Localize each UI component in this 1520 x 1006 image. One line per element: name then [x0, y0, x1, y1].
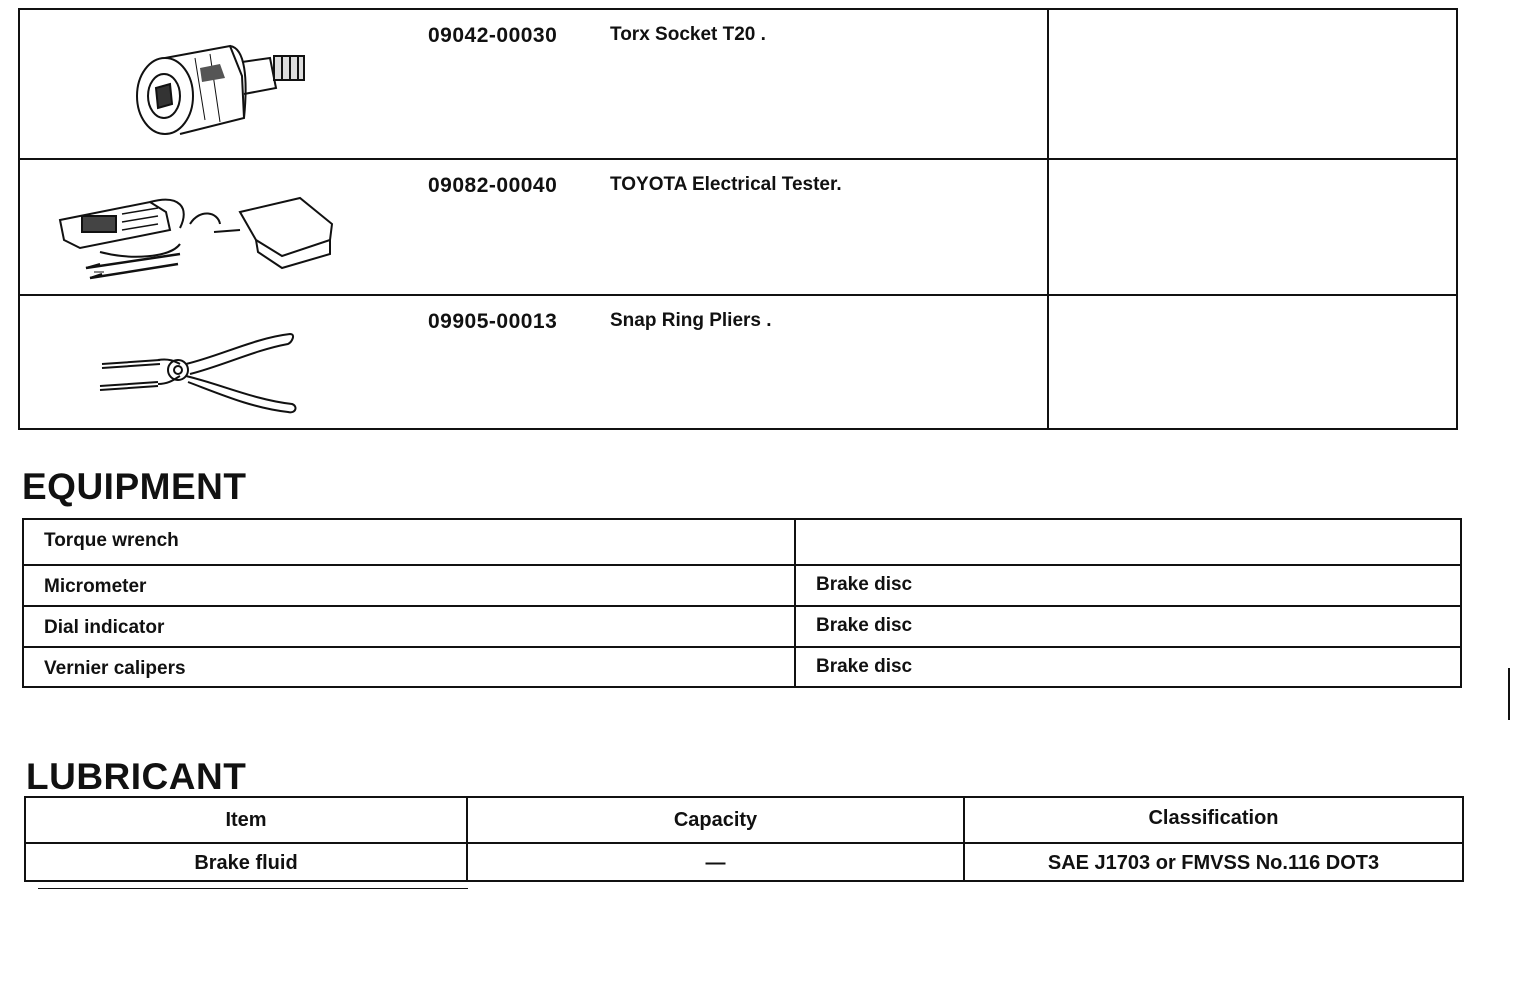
- tool-name: Snap Ring Pliers .: [610, 310, 772, 331]
- tool-note-cell: [1047, 160, 1456, 294]
- tool-part-number: 09042-00030: [428, 24, 558, 47]
- equipment-item: Torque wrench: [44, 530, 179, 551]
- equipment-use: Brake disc: [794, 648, 1460, 686]
- equipment-heading: EQUIPMENT: [22, 466, 247, 507]
- tool-part-number: 09905-00013: [428, 310, 558, 333]
- lubricant-classification-cell: SAE J1703 or FMVSS No.116 DOT3: [963, 842, 1462, 880]
- table-row: [24, 520, 1460, 564]
- torx-socket-icon: [30, 18, 410, 138]
- tool-note-cell: [1047, 296, 1456, 428]
- table-row: [24, 605, 1460, 646]
- equipment-item: Micrometer: [44, 576, 147, 597]
- lubricant-item-cell: Brake fluid: [26, 842, 466, 880]
- snap-ring-pliers-icon: [30, 304, 410, 424]
- tool-row: [20, 10, 1456, 158]
- equipment-use: Brake disc: [794, 566, 1460, 605]
- lubricant-grid: [26, 798, 1462, 880]
- table-row: [24, 564, 1460, 605]
- scan-artifact-line: [1508, 668, 1510, 720]
- equipment-use: [794, 520, 1460, 564]
- column-header-classification: Classification: [963, 798, 1462, 842]
- column-header-item: Item: [225, 809, 267, 831]
- equipment-table: [22, 518, 1462, 688]
- tool-row: [20, 294, 1456, 428]
- equipment-item: Dial indicator: [44, 617, 165, 638]
- tool-name: Torx Socket T20 .: [610, 24, 766, 45]
- equipment-use: Brake disc: [794, 607, 1460, 646]
- scan-artifact-line: [38, 888, 468, 889]
- column-header-capacity: Capacity: [466, 798, 963, 842]
- tool-part-number: 09082-00040: [428, 174, 558, 197]
- tool-row: [20, 158, 1456, 294]
- lubricant-heading: LUBRICANT: [26, 756, 247, 797]
- tool-note-cell: [1047, 10, 1456, 158]
- lubricant-table: [24, 796, 1464, 882]
- equipment-item: Vernier calipers: [44, 658, 186, 679]
- special-tools-table: [18, 8, 1458, 430]
- table-row: [24, 646, 1460, 686]
- electrical-tester-icon: [30, 168, 410, 288]
- tool-name: TOYOTA Electrical Tester.: [610, 174, 842, 195]
- lubricant-capacity-cell: —: [466, 842, 963, 880]
